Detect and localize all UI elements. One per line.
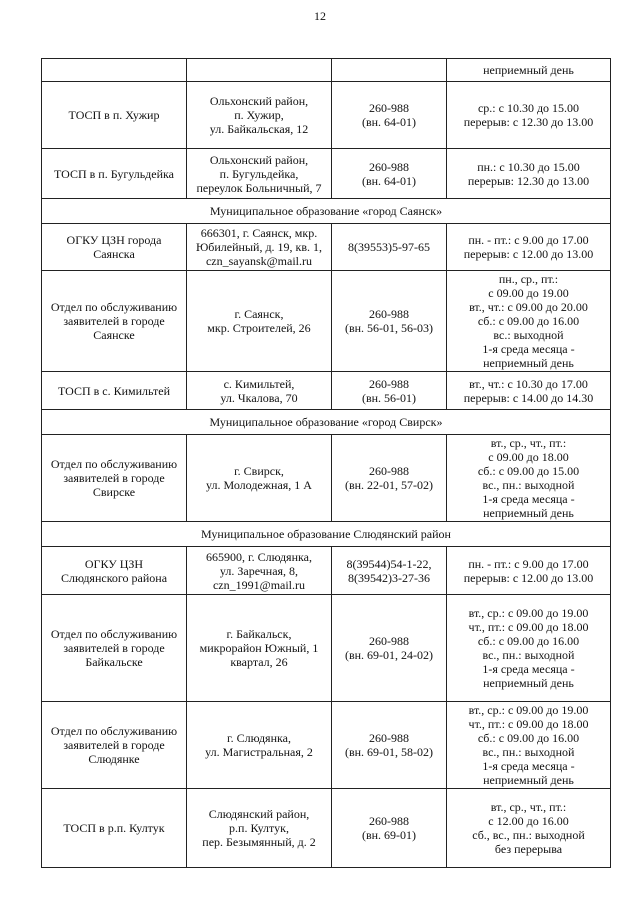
address-cell: Ольхонский район, п. Хужир, ул. Байкальская, 12 [187, 82, 332, 149]
office-name-cell [42, 59, 187, 82]
schedule-cell: вт., чт.: с 10.30 до 17.00 перерыв: с 14.00 до 14.30 [447, 372, 611, 410]
schedule-cell: вт., ср., чт., пт.: с 12.00 до 16.00 сб., вс., пн.: выходной без перерыва [447, 789, 611, 868]
section-header-row [42, 522, 611, 547]
office-name-cell: Отдел по обслуживанию заявителей в городе Слюдянке [42, 702, 187, 789]
schedule-cell: неприемный день [447, 59, 611, 82]
table-row [42, 59, 611, 82]
office-name-cell: ТОСП в п. Хужир [42, 82, 187, 149]
phone-cell [332, 59, 447, 82]
address-cell: г. Байкальск, микрорайон Южный, 1 квартал, 26 [187, 595, 332, 702]
section-title: Муниципальное образование «город Свирск» [42, 410, 611, 435]
table-row [42, 149, 611, 199]
table-row [42, 595, 611, 702]
address-cell: с. Кимильтей, ул. Чкалова, 70 [187, 372, 332, 410]
office-name-cell: Отдел по обслуживанию заявителей в городе Свирске [42, 435, 187, 522]
office-name-cell: ОГКУ ЦЗН города Саянска [42, 224, 187, 271]
schedule-cell: пн.: с 10.30 до 15.00 перерыв: 12.30 до 13.00 [447, 149, 611, 199]
phone-cell: 260-988 (вн. 69-01, 58-02) [332, 702, 447, 789]
office-name-cell: ОГКУ ЦЗН Слюдянского района [42, 547, 187, 595]
page-number: 12 [314, 9, 326, 23]
schedule-cell: вт., ср., чт., пт.: с 09.00 до 18.00 сб.: с 09.00 до 15.00 вс., пн.: выходной 1-я среда месяца - неприемный день [447, 435, 611, 522]
offices-table-body [42, 59, 611, 868]
phone-cell: 8(39544)54-1-22, 8(39542)3-27-36 [332, 547, 447, 595]
address-cell: Ольхонский район, п. Бугульдейка, переулок Больничный, 7 [187, 149, 332, 199]
table-row [42, 702, 611, 789]
address-cell: г. Свирск, ул. Молодежная, 1 А [187, 435, 332, 522]
table-row [42, 271, 611, 372]
section-title: Муниципальное образование Слюдянский район [42, 522, 611, 547]
table-row [42, 547, 611, 595]
table-row [42, 224, 611, 271]
table-row [42, 82, 611, 149]
phone-cell: 260-988 (вн. 69-01) [332, 789, 447, 868]
phone-cell: 260-988 (вн. 64-01) [332, 82, 447, 149]
phone-cell: 260-988 (вн. 56-01) [332, 372, 447, 410]
table-row [42, 372, 611, 410]
offices-table [41, 58, 611, 868]
section-header-row [42, 199, 611, 224]
schedule-cell: вт., ср.: с 09.00 до 19.00 чт., пт.: с 09.00 до 18.00 сб.: с 09.00 до 16.00 вс., пн.: выходной 1-я среда месяца - неприемный день [447, 595, 611, 702]
address-cell: 666301, г. Саянск, мкр. Юбилейный, д. 19, кв. 1, czn_sayansk@mail.ru [187, 224, 332, 271]
office-name-cell: Отдел по обслуживанию заявителей в городе Байкальске [42, 595, 187, 702]
schedule-cell: пн. - пт.: с 9.00 до 17.00 перерыв: с 12.00 до 13.00 [447, 547, 611, 595]
address-cell: г. Слюдянка, ул. Магистральная, 2 [187, 702, 332, 789]
phone-cell: 260-988 (вн. 69-01, 24-02) [332, 595, 447, 702]
address-cell [187, 59, 332, 82]
phone-cell: 8(39553)5-97-65 [332, 224, 447, 271]
schedule-cell: вт., ср.: с 09.00 до 19.00 чт., пт.: с 09.00 до 18.00 сб.: с 09.00 до 16.00 вс., пн.: выходной 1-я среда месяца - неприемный день [447, 702, 611, 789]
address-cell: Слюдянский район, р.п. Култук, пер. Безымянный, д. 2 [187, 789, 332, 868]
schedule-cell: ср.: с 10.30 до 15.00 перерыв: с 12.30 до 13.00 [447, 82, 611, 149]
office-name-cell: Отдел по обслуживанию заявителей в городе Саянске [42, 271, 187, 372]
schedule-cell: пн. - пт.: с 9.00 до 17.00 перерыв: с 12.00 до 13.00 [447, 224, 611, 271]
phone-cell: 260-988 (вн. 56-01, 56-03) [332, 271, 447, 372]
section-title: Муниципальное образование «город Саянск» [42, 199, 611, 224]
office-name-cell: ТОСП в п. Бугульдейка [42, 149, 187, 199]
office-name-cell: ТОСП в р.п. Култук [42, 789, 187, 868]
section-header-row [42, 410, 611, 435]
address-cell: 665900, г. Слюдянка, ул. Заречная, 8, czn_1991@mail.ru [187, 547, 332, 595]
office-name-cell: ТОСП в с. Кимильтей [42, 372, 187, 410]
table-row [42, 789, 611, 868]
table-row [42, 435, 611, 522]
phone-cell: 260-988 (вн. 22-01, 57-02) [332, 435, 447, 522]
address-cell: г. Саянск, мкр. Строителей, 26 [187, 271, 332, 372]
phone-cell: 260-988 (вн. 64-01) [332, 149, 447, 199]
schedule-cell: пн., ср., пт.: с 09.00 до 19.00 вт., чт.: с 09.00 до 20.00 сб.: с 09.00 до 16.00 вс.: выходной 1-я среда месяца - неприемный день [447, 271, 611, 372]
